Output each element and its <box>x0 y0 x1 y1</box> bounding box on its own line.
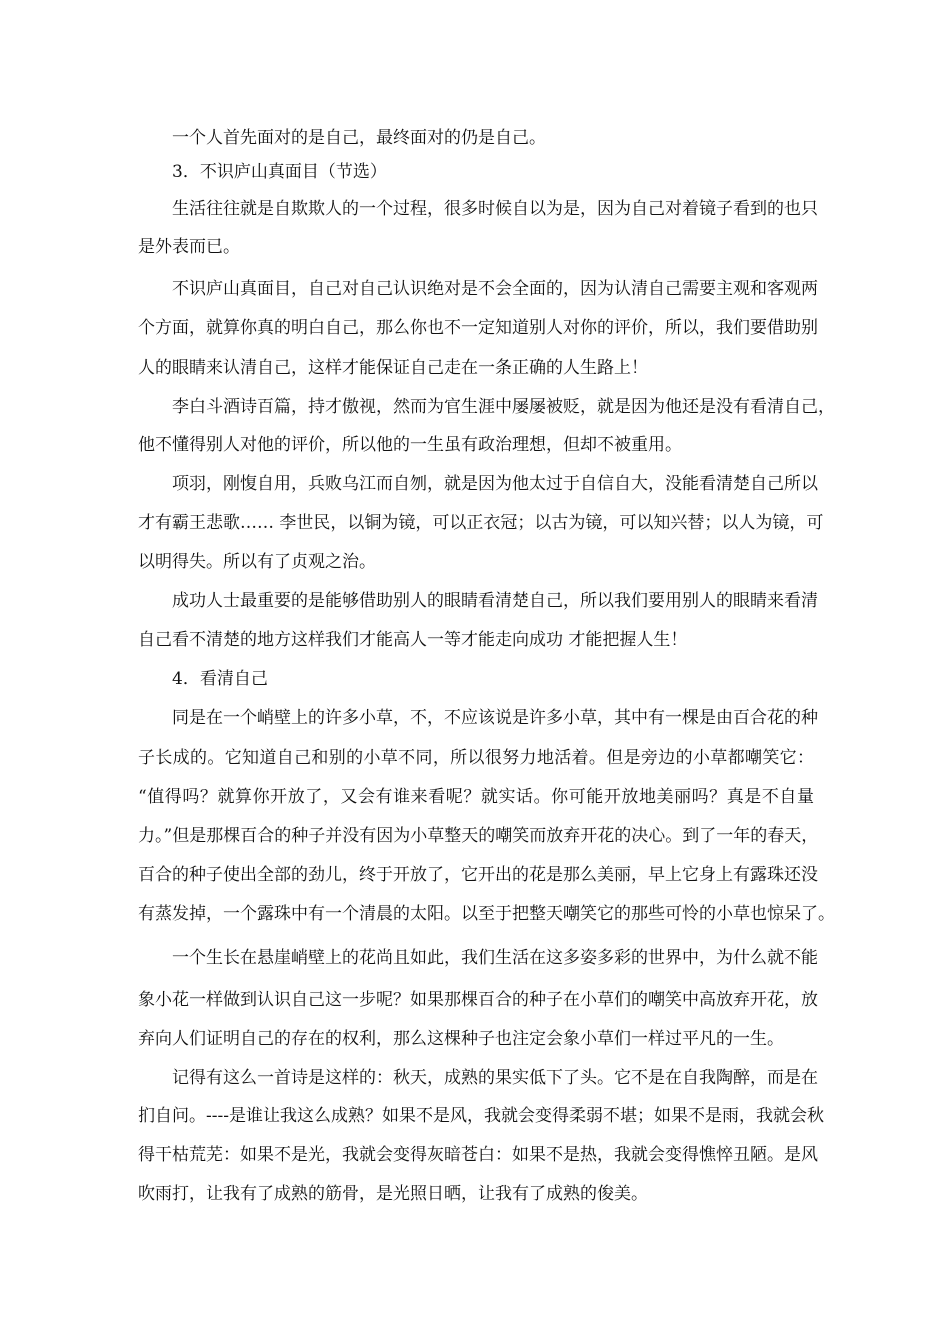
text-line: 以明得失。所以有了贞观之治。 <box>138 552 376 572</box>
text-line: 吹雨打，让我有了成熟的筋骨，是光照日晒，让我有了成熟的俊美。 <box>138 1184 648 1204</box>
text-line: 生活往往就是自欺欺人的一个过程，很多时候自以为是，因为自己对着镜子看到的也只 <box>172 199 818 219</box>
text-line: 自己看不清楚的地方这样我们才能高人一等才能走向成功 才能把握人生！ <box>138 630 688 650</box>
text-line: 不识庐山真面目，自己对自己认识绝对是不会全面的，因为认清自己需要主观和客观两 <box>172 279 818 299</box>
section-heading: 3．不识庐山真面目（节选） <box>172 162 387 182</box>
text-line: 一个人首先面对的是自己，最终面对的仍是自己。 <box>172 128 546 148</box>
text-line: “值得吗？就算你开放了，又会有谁来看呢？就实话。你可能开放地美丽吗？真是不自量 <box>138 787 814 807</box>
text-line: 成功人士最重要的是能够借助别人的眼睛看清楚自己，所以我们要用别人的眼睛来看清 <box>172 591 818 611</box>
section-heading: 4．看清自己 <box>172 669 268 689</box>
text-line: 弃向人们证明自己的存在的权利，那么这棵种子也注定会象小草们一样过平凡的一生。 <box>138 1029 784 1049</box>
text-line: 他不懂得别人对他的评价，所以他的一生虽有政治理想，但却不被重用。 <box>138 435 682 455</box>
text-line: 李白斗酒诗百篇，持才傲视，然而为官生涯中屡屡被贬，就是因为他还是没有看清自己， <box>172 397 835 417</box>
text-line: 一个生长在悬崖峭壁上的花尚且如此，我们生活在这多姿多彩的世界中，为什么就不能 <box>172 948 818 968</box>
text-line: 同是在一个峭壁上的许多小草，不，不应该说是许多小草，其中有一棵是由百合花的种 <box>172 708 818 728</box>
text-line: 记得有这么一首诗是这样的：秋天，成熟的果实低下了头。它不是在自我陶醉，而是在 <box>172 1068 818 1088</box>
text-line: 力。”但是那棵百合的种子并没有因为小草整天的嘲笑而放弃开花的决心。到了一年的春天， <box>138 826 819 846</box>
text-line: 象小花一样做到认识自己这一步呢？如果那棵百合的种子在小草们的嘲笑中高放弃开花，放 <box>138 990 818 1010</box>
text-line: 项羽，刚愎自用，兵败乌江而自刎，就是因为他太过于自信自大，没能看清楚自己所以 <box>172 474 818 494</box>
text-line: 得干枯荒芜：如果不是光，我就会变得灰暗苍白：如果不是热，我就会变得憔悴丑陋。是风 <box>138 1145 818 1165</box>
text-line: 人的眼睛来认清自己，这样才能保证自己走在一条正确的人生路上！ <box>138 358 648 378</box>
text-line: 有蒸发掉，一个露珠中有一个清晨的太阳。以至于把整天嘲笑它的那些可怜的小草也惊呆了。 <box>138 904 835 924</box>
text-line: 是外表而已。 <box>138 237 240 257</box>
text-line: 百合的种子使出全部的劲儿，终于开放了，它开出的花是那么美丽，早上它身上有露珠还没 <box>138 865 818 885</box>
text-line: 个方面，就算你真的明白自己，那么你也不一定知道别人对你的评价，所以，我们要借助别 <box>138 318 818 338</box>
text-line: 扪自问。----是谁让我这么成熟？如果不是风，我就会变得柔弱不堪；如果不是雨，我就会秋 <box>138 1106 824 1126</box>
text-line: 才有霸王悲歌…… 李世民，以铜为镜，可以正衣冠；以古为镜，可以知兴替；以人为镜，可 <box>138 513 824 533</box>
text-line: 子长成的。它知道自己和别的小草不同，所以很努力地活着。但是旁边的小草都嘲笑它： <box>138 748 814 768</box>
